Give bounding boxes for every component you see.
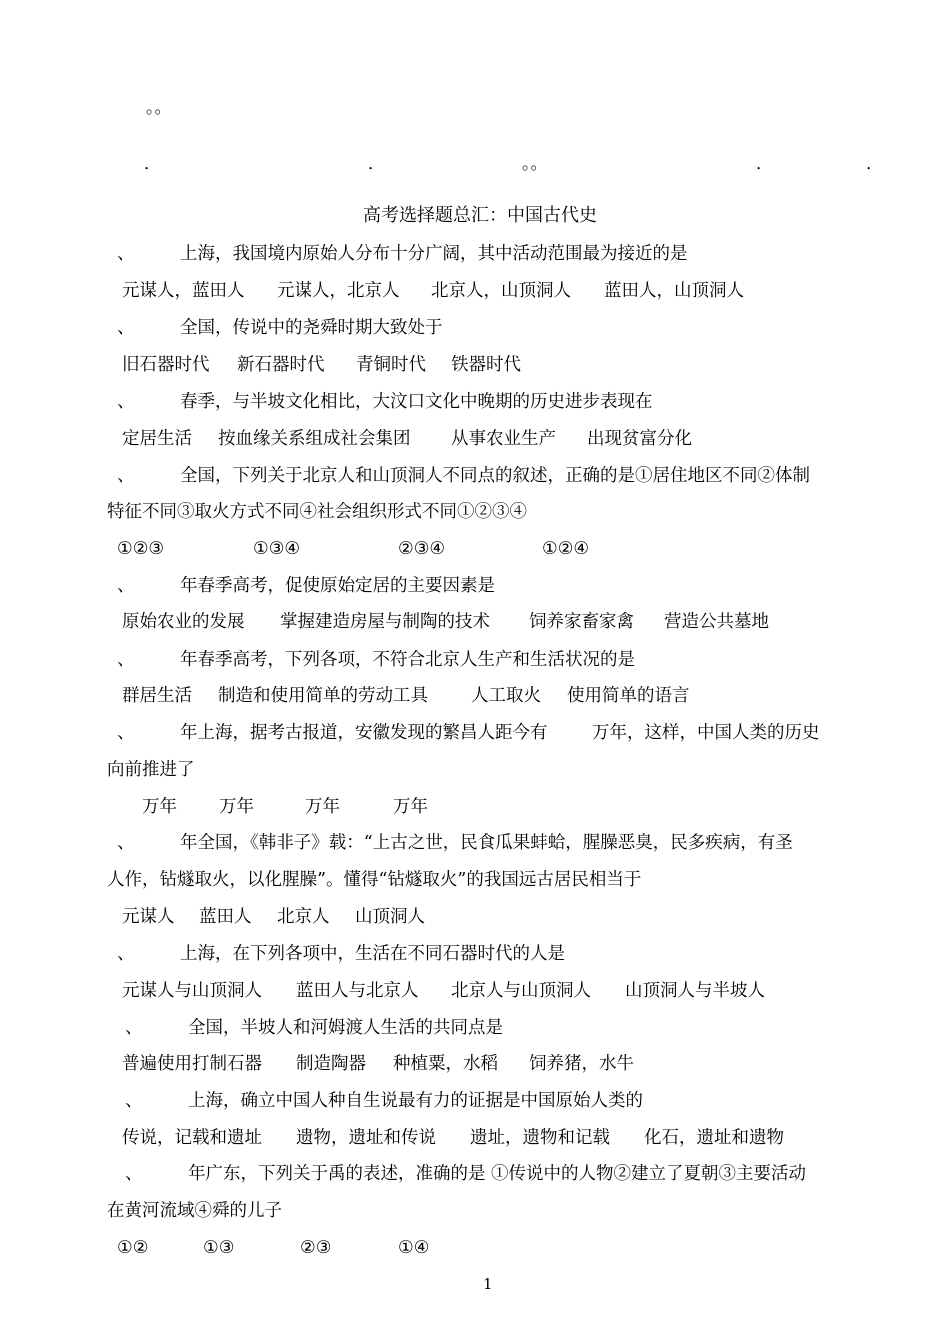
option: 铁器时代 bbox=[451, 355, 521, 375]
option: ②③④ bbox=[398, 539, 446, 559]
question-text: 年全国，《韩非子》载：“上古之世，民食瓜果蚌蛤，腥臊恶臭，民多疾病，有圣 bbox=[180, 833, 793, 853]
question-number: 、 bbox=[117, 466, 135, 486]
question-number: 、 bbox=[125, 1164, 143, 1184]
option: 蓝田人，山顶洞人 bbox=[604, 281, 744, 301]
option: 北京人，山顶洞人 bbox=[431, 281, 571, 301]
question-text-continued: 在黄河流域④舜的儿子 bbox=[107, 1201, 282, 1221]
question-number: 、 bbox=[125, 1091, 143, 1111]
option: 元谋人，蓝田人 bbox=[122, 281, 245, 301]
option: 青铜时代 bbox=[356, 355, 426, 375]
question-text: 全国，传说中的尧舜时期大致处于 bbox=[180, 318, 443, 338]
option: 人工取火 bbox=[471, 686, 541, 706]
option: 原始农业的发展 bbox=[122, 612, 245, 632]
question-text: 春季，与半坡文化相比，大汶口文化中晚期的历史进步表现在 bbox=[180, 392, 653, 412]
option: 群居生活 bbox=[122, 686, 192, 706]
option: ②③ bbox=[300, 1238, 332, 1258]
question-number: 、 bbox=[117, 318, 135, 338]
question-text: 上海，确立中国人种自生说最有力的证据是中国原始人类的 bbox=[188, 1091, 643, 1111]
option: 制造陶器 bbox=[296, 1054, 366, 1074]
option: ①④ bbox=[398, 1238, 430, 1258]
option: 旧石器时代 bbox=[122, 355, 210, 375]
option: 万年 bbox=[142, 797, 177, 817]
question-text: 年广东，下列关于禹的表述，准确的是 ①传说中的人物②建立了夏朝③主要活动 bbox=[188, 1164, 807, 1184]
header-marks: 。。 bbox=[146, 98, 172, 118]
option: 饲养猪，水牛 bbox=[529, 1054, 634, 1074]
question-text: 年上海，据考古报道，安徽发现的繁昌人距今有 万年，这样，中国人类的历史 bbox=[180, 723, 820, 743]
option: 营造公共墓地 bbox=[664, 612, 769, 632]
option: 普遍使用打制石器 bbox=[122, 1054, 262, 1074]
option: 新石器时代 bbox=[237, 355, 325, 375]
question-number: 、 bbox=[125, 1018, 143, 1038]
document-title: 高考选择题总汇：中国古代史 bbox=[363, 205, 597, 226]
option: 饲养家畜家禽 bbox=[529, 612, 634, 632]
header-dot: ． bbox=[866, 154, 883, 174]
option: 使用简单的语言 bbox=[567, 686, 690, 706]
header-dot: ． bbox=[756, 154, 773, 174]
option: ①② bbox=[117, 1238, 149, 1258]
option: 北京人 bbox=[277, 907, 330, 927]
option: 山顶洞人与半坡人 bbox=[625, 981, 765, 1001]
question-text: 年春季高考，促使原始定居的主要因素是 bbox=[180, 576, 495, 596]
option: 万年 bbox=[305, 797, 340, 817]
page-number: 1 bbox=[483, 1275, 493, 1293]
option: 出现贫富分化 bbox=[587, 429, 692, 449]
question-text-continued: 人作，钻燧取火，以化腥臊”。懂得“钻燧取火”的我国远古居民相当于 bbox=[107, 870, 642, 890]
option: 掌握建造房屋与制陶的技术 bbox=[280, 612, 490, 632]
question-number: 、 bbox=[117, 576, 135, 596]
question-number: 、 bbox=[117, 833, 135, 853]
question-text: 上海，在下列各项中，生活在不同石器时代的人是 bbox=[180, 944, 565, 964]
header-marks: 。。 bbox=[522, 154, 548, 174]
option: 北京人与山顶洞人 bbox=[451, 981, 591, 1001]
question-text-continued: 特征不同③取火方式不同④社会组织形式不同①②③④ bbox=[107, 502, 527, 522]
option: 山顶洞人 bbox=[355, 907, 425, 927]
option: 蓝田人 bbox=[199, 907, 252, 927]
question-text: 全国，半坡人和河姆渡人生活的共同点是 bbox=[188, 1018, 503, 1038]
option: 制造和使用简单的劳动工具 bbox=[218, 686, 428, 706]
question-text: 年春季高考，下列各项，不符合北京人生产和生活状况的是 bbox=[180, 650, 635, 670]
question-text: 全国，下列关于北京人和山顶洞人不同点的叙述，正确的是①居住地区不同②体制 bbox=[180, 466, 810, 486]
header-dot: ． bbox=[368, 154, 385, 174]
question-number: 、 bbox=[117, 944, 135, 964]
option: ①②④ bbox=[542, 539, 590, 559]
option: 传说，记载和遗址 bbox=[122, 1128, 262, 1148]
option: 元谋人与山顶洞人 bbox=[122, 981, 262, 1001]
option: 种植粟，水稻 bbox=[393, 1054, 498, 1074]
question-number: 、 bbox=[117, 650, 135, 670]
question-number: 、 bbox=[117, 244, 135, 264]
option: 万年 bbox=[219, 797, 254, 817]
question-text-continued: 向前推进了 bbox=[107, 760, 195, 780]
option: 化石，遗址和遗物 bbox=[644, 1128, 784, 1148]
option: 遗物，遗址和传说 bbox=[296, 1128, 436, 1148]
option: 蓝田人与北京人 bbox=[296, 981, 419, 1001]
question-number: 、 bbox=[117, 392, 135, 412]
option: 万年 bbox=[393, 797, 428, 817]
option: 元谋人 bbox=[122, 907, 175, 927]
option: ①③ bbox=[203, 1238, 235, 1258]
option: ①③④ bbox=[253, 539, 301, 559]
question-number: 、 bbox=[117, 723, 135, 743]
option: 从事农业生产 bbox=[451, 429, 556, 449]
question-text: 上海，我国境内原始人分布十分广阔，其中活动范围最为接近的是 bbox=[180, 244, 688, 264]
option: 定居生活 bbox=[122, 429, 192, 449]
option: ①②③ bbox=[117, 539, 165, 559]
option: 元谋人，北京人 bbox=[277, 281, 400, 301]
option: 按血缘关系组成社会集团 bbox=[218, 429, 411, 449]
header-dot: ． bbox=[144, 154, 161, 174]
option: 遗址，遗物和记载 bbox=[470, 1128, 610, 1148]
